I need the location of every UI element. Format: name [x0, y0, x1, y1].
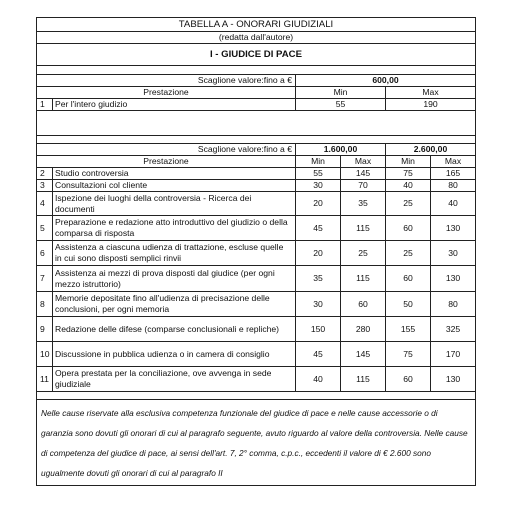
- row-value: 80: [431, 292, 476, 317]
- bracket-2-header-max-2: Max: [431, 156, 476, 168]
- row-number: 1: [37, 99, 53, 111]
- row-value: 75: [386, 168, 431, 180]
- row-number: 10: [37, 342, 53, 367]
- row-value: 325: [431, 317, 476, 342]
- table-row: [37, 317, 476, 342]
- spacer-row: [37, 111, 476, 136]
- table-row: [37, 292, 476, 317]
- row-value: 60: [386, 367, 431, 392]
- row-description: Preparazione e redazione atto introduttivo del giudizio o della comparsa di risposta: [53, 216, 296, 241]
- row-value: 165: [431, 168, 476, 180]
- spacer-row: [37, 66, 476, 75]
- table-row: [37, 367, 476, 392]
- row-number: 6: [37, 241, 53, 266]
- bracket-1-currency: €: [287, 75, 292, 85]
- row-value: 280: [341, 317, 386, 342]
- bracket-1-label: [37, 75, 296, 87]
- row-description: Redazione delle difese (comparse conclusionali e repliche): [53, 317, 296, 342]
- bracket-2-header-max-1: Max: [341, 156, 386, 168]
- bracket-1-header-min: Min: [296, 87, 386, 99]
- row-value: 55: [296, 168, 341, 180]
- row-description: Consultazioni col cliente: [53, 180, 296, 192]
- row-value: 130: [431, 266, 476, 292]
- row-value: 25: [341, 241, 386, 266]
- table-row: [37, 99, 476, 111]
- table-row: [37, 180, 476, 192]
- row-value: 45: [296, 216, 341, 241]
- table-title: TABELLA A - ONORARI GIUDIZIALI: [37, 18, 476, 32]
- row-value: 75: [386, 342, 431, 367]
- row-value: 115: [341, 266, 386, 292]
- row-description: Opera prestata per la conciliazione, ove avvenga in sede giudiziale: [53, 367, 296, 392]
- row-value: 40: [296, 367, 341, 392]
- section-title: I - GIUDICE DI PACE: [37, 44, 476, 66]
- bracket-2-header-min-1: Min: [296, 156, 341, 168]
- table-row: [37, 192, 476, 216]
- row-value: 30: [296, 180, 341, 192]
- row-number: 2: [37, 168, 53, 180]
- spacer-row: [37, 392, 476, 400]
- table-row: [37, 342, 476, 367]
- bracket-2-label: [37, 144, 296, 156]
- bracket-2-currency: €: [287, 144, 292, 154]
- row-value: 20: [296, 241, 341, 266]
- bracket-2-value-2: 2.600,00: [386, 144, 476, 156]
- row-value: 130: [431, 367, 476, 392]
- row-description: Per l'intero giudizio: [53, 99, 296, 111]
- row-value: 150: [296, 317, 341, 342]
- row-description: Assistenza a ciascuna udienza di trattazione, escluse quelle in cui sono disposti semplici rinvii: [53, 241, 296, 266]
- row-value: 145: [341, 342, 386, 367]
- row-value: 35: [341, 192, 386, 216]
- row-description: Assistenza ai mezzi di prova disposti dal giudice (per ogni mezzo istruttorio): [53, 266, 296, 292]
- row-value: 40: [431, 192, 476, 216]
- row-number: 5: [37, 216, 53, 241]
- bracket-1-header-prestazione: Prestazione: [37, 87, 296, 99]
- row-value: 155: [386, 317, 431, 342]
- fee-table: [36, 17, 476, 486]
- table-row: [37, 241, 476, 266]
- row-max: 190: [386, 99, 476, 111]
- bracket-2-value-1: 1.600,00: [296, 144, 386, 156]
- fee-table-sheet: [36, 17, 475, 486]
- row-value: 80: [431, 180, 476, 192]
- row-description: Ispezione dei luoghi della controversia - Ricerca dei documenti: [53, 192, 296, 216]
- row-min: 55: [296, 99, 386, 111]
- row-value: 20: [296, 192, 341, 216]
- row-value: 130: [431, 216, 476, 241]
- table-row: [37, 266, 476, 292]
- row-value: 40: [386, 180, 431, 192]
- table-row: [37, 216, 476, 241]
- row-description: Studio controversia: [53, 168, 296, 180]
- bracket-2-label-text: Scaglione valore:fino a: [197, 144, 285, 154]
- row-description: Memorie depositate fino all'udienza di precisazione delle conclusioni, per ogni memoria: [53, 292, 296, 317]
- row-value: 70: [341, 180, 386, 192]
- row-value: 115: [341, 216, 386, 241]
- row-number: 9: [37, 317, 53, 342]
- row-value: 25: [386, 241, 431, 266]
- bracket-1-value: 600,00: [296, 75, 476, 87]
- table-row: [37, 168, 476, 180]
- row-value: 60: [341, 292, 386, 317]
- row-value: 30: [296, 292, 341, 317]
- bracket-2-header-min-2: Min: [386, 156, 431, 168]
- bracket-2-header-prestazione: Prestazione: [37, 156, 296, 168]
- row-value: 145: [341, 168, 386, 180]
- bracket-1-label-text: Scaglione valore:fino a: [197, 75, 285, 85]
- footnote: Nelle cause riservate alla esclusiva competenza funzionale del giudice di pace e nelle cause accessorie o di garanzia sono dovuti gli onorari di cui al paragrafo seguente, avuto riguardo al valore della controversia. Nelle cause di competenza del giudice di pace, ai sensi dell'art. 7, 2° comma, c.p.c., eccedenti il valore di € 2.600 sono ugualmente dovuti gli onorari di cui al paragrafo II: [37, 400, 476, 486]
- row-number: 8: [37, 292, 53, 317]
- row-value: 170: [431, 342, 476, 367]
- row-number: 3: [37, 180, 53, 192]
- row-value: 25: [386, 192, 431, 216]
- spacer-row: [37, 136, 476, 144]
- bracket-1-header-max: Max: [386, 87, 476, 99]
- table-subtitle: (redatta dall'autore): [37, 32, 476, 44]
- row-value: 30: [431, 241, 476, 266]
- row-value: 35: [296, 266, 341, 292]
- row-description: Discussione in pubblica udienza o in camera di consiglio: [53, 342, 296, 367]
- row-value: 115: [341, 367, 386, 392]
- row-value: 60: [386, 266, 431, 292]
- row-number: 7: [37, 266, 53, 292]
- row-value: 50: [386, 292, 431, 317]
- row-number: 4: [37, 192, 53, 216]
- row-number: 11: [37, 367, 53, 392]
- row-value: 60: [386, 216, 431, 241]
- row-value: 45: [296, 342, 341, 367]
